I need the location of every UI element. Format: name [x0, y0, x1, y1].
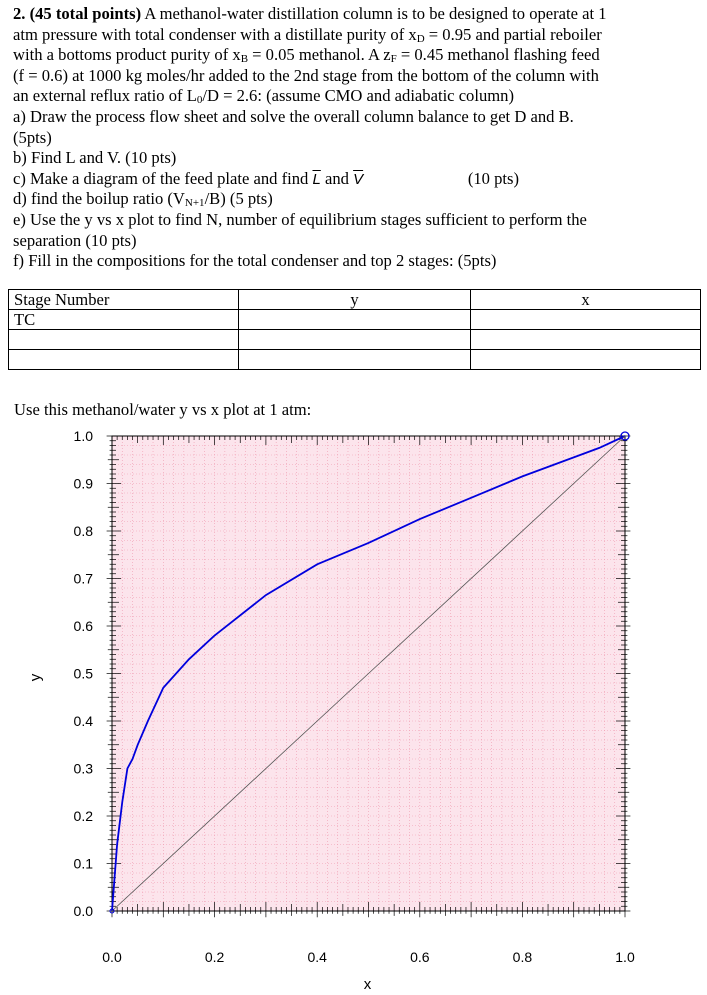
problem-text: atm pressure with total condenser with a distillate purity of x — [13, 24, 417, 44]
table-row — [9, 350, 701, 370]
problem-line — [13, 210, 699, 231]
subscript: D — [416, 32, 425, 45]
problem-line — [13, 86, 699, 107]
x-tick-label: 0.8 — [512, 949, 533, 965]
problem-text: = 0.95 and partial reboiler — [424, 24, 602, 44]
problem-line — [13, 251, 699, 272]
table-cell — [239, 350, 471, 370]
x-tick-label: 0.6 — [410, 949, 430, 965]
table-cell — [239, 310, 471, 330]
problem-line — [13, 45, 699, 66]
table-cell — [9, 350, 239, 370]
y-tick-label: 0.5 — [73, 665, 93, 682]
subscript: F — [390, 53, 397, 66]
y-tick-label: 0.8 — [73, 523, 93, 539]
problem-text: = 0.45 methanol flashing feed — [396, 45, 600, 65]
y-tick-label: 0.2 — [73, 808, 93, 824]
problem-text: = 0.05 methanol. A z — [248, 45, 391, 65]
y-tick-label: 0.6 — [73, 618, 93, 634]
problem-text: d) find the boilup ratio (V — [13, 189, 185, 209]
problem-line — [13, 25, 699, 46]
v-bar-symbol: $\overline{V}$ — [353, 170, 364, 188]
l-bar-symbol: $\overline{L}$ — [312, 170, 321, 188]
problem-line — [13, 169, 699, 190]
problem-line — [13, 107, 699, 128]
points-label: (10 pts) — [467, 168, 519, 188]
table-cell: TC — [9, 310, 239, 330]
table-cell — [239, 330, 471, 350]
x-tick-label: 0.2 — [204, 949, 225, 965]
problem-text: (f = 0.6) at 1000 kg moles/hr added to the 2nd stage from the bottom of the column with — [13, 65, 599, 85]
y-axis-label: y — [27, 673, 44, 682]
problem-number: 2. (45 total points) — [13, 4, 142, 23]
problem-text: A methanol-water distillation column is to be designed to operate at 1 — [141, 4, 607, 23]
yx-equilibrium-chart — [0, 418, 707, 995]
y-tick-label: 0.0 — [73, 903, 93, 919]
problem-text: and — [320, 168, 354, 188]
subscript: N+1 — [184, 197, 205, 210]
table-cell — [471, 350, 701, 370]
problem-text: c) Make a diagram of the feed plate and find — [13, 168, 313, 188]
x-tick-label: 0.0 — [102, 949, 122, 965]
composition-table — [8, 289, 701, 370]
problem-text: with a bottoms product purity of x — [13, 45, 241, 65]
problem-text: /B) (5 pts) — [204, 189, 273, 209]
table-row — [9, 330, 701, 350]
x-tick-label: 1.0 — [615, 949, 635, 965]
problem-text: f) Fill in the compositions for the total condenser and top 2 stages: (5pts) — [13, 251, 497, 271]
subscript: 0 — [196, 94, 203, 107]
problem-text: separation (10 pts) — [13, 230, 137, 250]
problem-line — [13, 231, 699, 252]
table-header-row — [9, 290, 701, 310]
subscript: B — [240, 53, 249, 66]
problem-text: b) Find L and V. (10 pts) — [13, 148, 177, 168]
header-stage-number: Stage Number — [9, 290, 239, 310]
y-tick-label: 1.0 — [73, 428, 93, 444]
plot-caption: Use this methanol/water y vs x plot at 1 atm: — [14, 400, 312, 419]
problem-line — [13, 4, 699, 25]
y-tick-label: 0.7 — [73, 570, 93, 587]
y-tick-label: 0.4 — [73, 713, 93, 729]
table-cell — [9, 330, 239, 350]
problem-text: e) Use the y vs x plot to find N, number of equilibrium stages sufficient to perform the — [13, 209, 587, 229]
table-row — [9, 310, 701, 330]
problem-text: (5pts) — [13, 127, 52, 147]
problem-text: /D = 2.6: (assume CMO and adiabatic column) — [202, 86, 514, 106]
problem-text: a) Draw the process flow sheet and solve the overall column balance to get D and B. — [13, 106, 574, 126]
problem-line — [13, 189, 699, 210]
y-tick-label: 0.3 — [73, 760, 93, 777]
table-cell — [471, 330, 701, 350]
problem-statement — [13, 4, 699, 272]
header-y: y — [239, 290, 471, 310]
problem-line — [13, 66, 699, 87]
problem-text: an external reflux ratio of L — [13, 86, 197, 106]
y-tick-label: 0.9 — [73, 475, 93, 492]
table-cell — [471, 310, 701, 330]
problem-line — [13, 148, 699, 169]
header-x: x — [471, 290, 701, 310]
y-tick-label: 0.1 — [73, 855, 93, 872]
problem-line — [13, 128, 699, 149]
x-tick-label: 0.4 — [307, 949, 327, 965]
x-axis-label: x — [363, 976, 372, 993]
